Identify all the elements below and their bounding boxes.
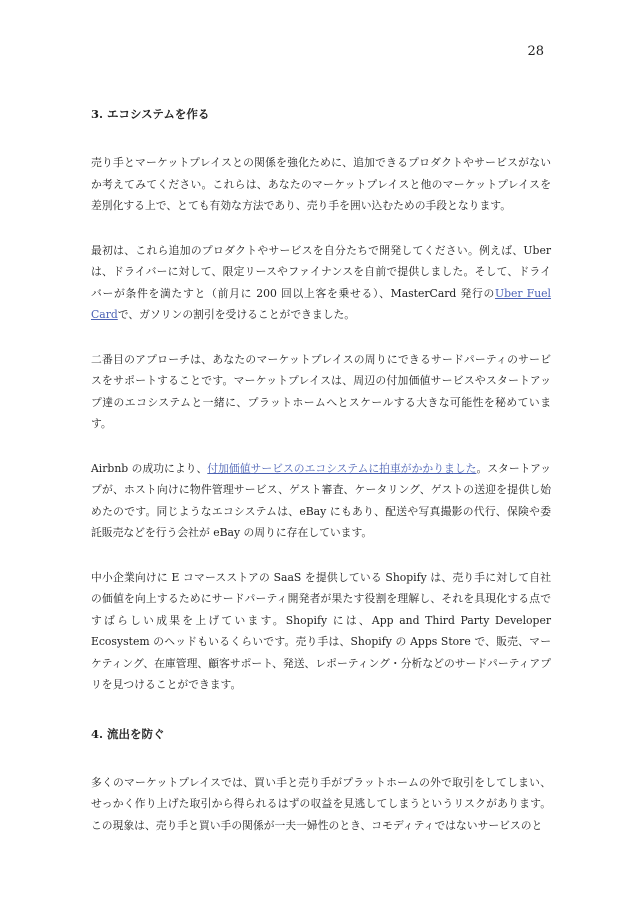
paragraph-shopify-example: 中小企業向けに E コマースストアの SaaS を提供している Shopify は、売り手に対して自社の価値を向上するためにサードパーティ開発者が果たす役割を理解し、それを具現化する点ですばらしい成果を上げています。Shopify には、App and Third Party Developer Ecosystem のヘッドもいるくらいです。売り手は、Shopify の Apps Store で、販売、マーケティング、在庫管理、顧客サポート、発送、レポーティング・分析などのサードパーティアプリを見つけることができます。 xyxy=(91,570,551,691)
uber-text-before: 最初は、これら追加のプロダクトやサービスを自分たちで開発してください。例えば、Uber は、ドライバーに対して、限定リースやファイナンスを自前で提供しました。そして、ドライバーが条件を満たすと（前月に 200 回以上客を乗せる）、MasterCard 発行の xyxy=(91,243,551,300)
paragraph-uber-example xyxy=(91,240,551,326)
airbnb-ecosystem-link[interactable]: 付加価値サービスのエコシステムに拍車がかかりました xyxy=(207,461,477,475)
paragraph-leakage-risk: 多くのマーケットプレイスでは、買い手と売り手がプラットホームの外で取引をしてしまい、せっかく作り上げた取引から得られるはずの収益を見逃してしまうというリスクがあります。この現象は、売り手と買い手の関係が一夫一婦性のとき、コモディティではないサービスのと xyxy=(91,775,551,832)
uber-text-after: で、ガソリンの割引を受けることができました。 xyxy=(117,308,356,321)
page-content xyxy=(91,104,551,836)
page-number: 28 xyxy=(527,44,544,59)
section-heading-ecosystem: 3. エコシステムを作る xyxy=(91,107,210,121)
section-heading-prevent-leakage: 4. 流出を防ぐ xyxy=(91,726,165,741)
paragraph-relationship: 売り手とマーケットプレイスとの関係を強化ために、追加できるプロダクトやサービスがないか考えてみてください。これらは、あなたのマーケットプレイスと他のマーケットプレイスを差別化する上で、とても有効な方法であり、売り手を囲い込むための手段となります。 xyxy=(91,156,551,212)
paragraph-third-party-approach: 二番目のアプローチは、あなたのマーケットプレイスの周りにできるサードパーティのサービスをサポートすることです。マーケットプレイスは、周辺の付加価値サービスやスタートアップ達のエコシステムと一緒に、プラットホームへとスケールする大きな可能性を秘めています。 xyxy=(91,352,551,430)
uber-fuel-card-link[interactable]: Uber Fuel Card xyxy=(91,286,551,321)
paragraph-airbnb-example xyxy=(91,458,551,544)
airbnb-text-after: 。スタートアップが、ホスト向けに物件管理サービス、ゲスト審査、ケータリング、ゲストの送迎を提供し始めたのです。同じようなエコシステムは、eBay にもあり、配送や写真撮影の代行、保険や委託販売などを行う会社が eBay の周りに存在しています。 xyxy=(91,461,552,539)
airbnb-text-before: Airbnb の成功により、 xyxy=(91,461,208,475)
